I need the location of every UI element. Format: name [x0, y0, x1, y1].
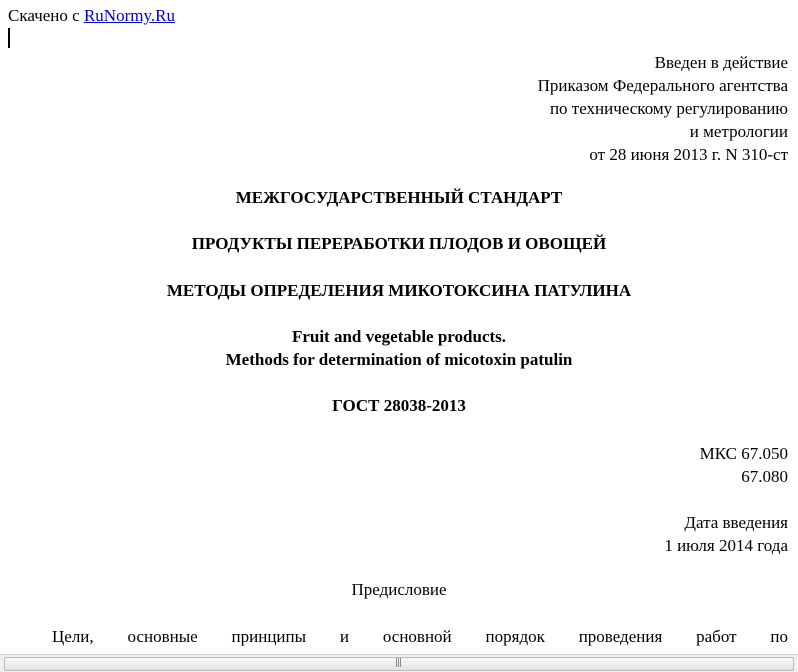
intro-line: от 28 июня 2013 г. N 310-ст	[589, 145, 788, 164]
english-title-1: Fruit and vegetable products.	[291, 327, 507, 346]
gost-number: ГОСТ 28038-2013	[332, 396, 466, 415]
intro-block	[538, 51, 788, 166]
date-block	[664, 511, 788, 557]
date-label: Дата введения	[684, 513, 788, 532]
standard-type-heading: МЕЖГОСУДАРСТВЕННЫЙ СТАНДАРТ	[235, 188, 563, 207]
date-value: 1 июля 2014 года	[664, 536, 788, 555]
horizontal-scrollbar[interactable]	[0, 654, 798, 672]
paragraph-line-1: Цели, основные принципы и основной порядок проведения работ по	[52, 627, 788, 646]
title-heading-1: ПРОДУКТЫ ПЕРЕРАБОТКИ ПЛОДОВ И ОВОЩЕЙ	[191, 234, 607, 253]
text-cursor	[8, 28, 10, 48]
english-title-2: Methods for determination of micotoxin patulin	[225, 350, 573, 369]
title-heading-2: МЕТОДЫ ОПРЕДЕЛЕНИЯ МИКОТОКСИНА ПАТУЛИНА	[166, 281, 632, 300]
intro-line: по техническому регулированию	[549, 99, 788, 118]
scrollbar-grip-icon: |||	[395, 658, 402, 668]
mks-block	[700, 442, 788, 488]
intro-line: Приказом Федерального агентства	[537, 76, 788, 95]
foreword-title: Предисловие	[351, 580, 447, 599]
source-prefix: Скачено с	[8, 6, 84, 25]
source-link[interactable]: RuNormy.Ru	[83, 6, 175, 25]
intro-line: и метрологии	[689, 122, 788, 141]
mks-line-1: МКС 67.050	[699, 444, 788, 463]
source-line	[8, 6, 175, 26]
mks-line-2: 67.080	[741, 467, 788, 486]
intro-line: Введен в действие	[654, 53, 788, 72]
